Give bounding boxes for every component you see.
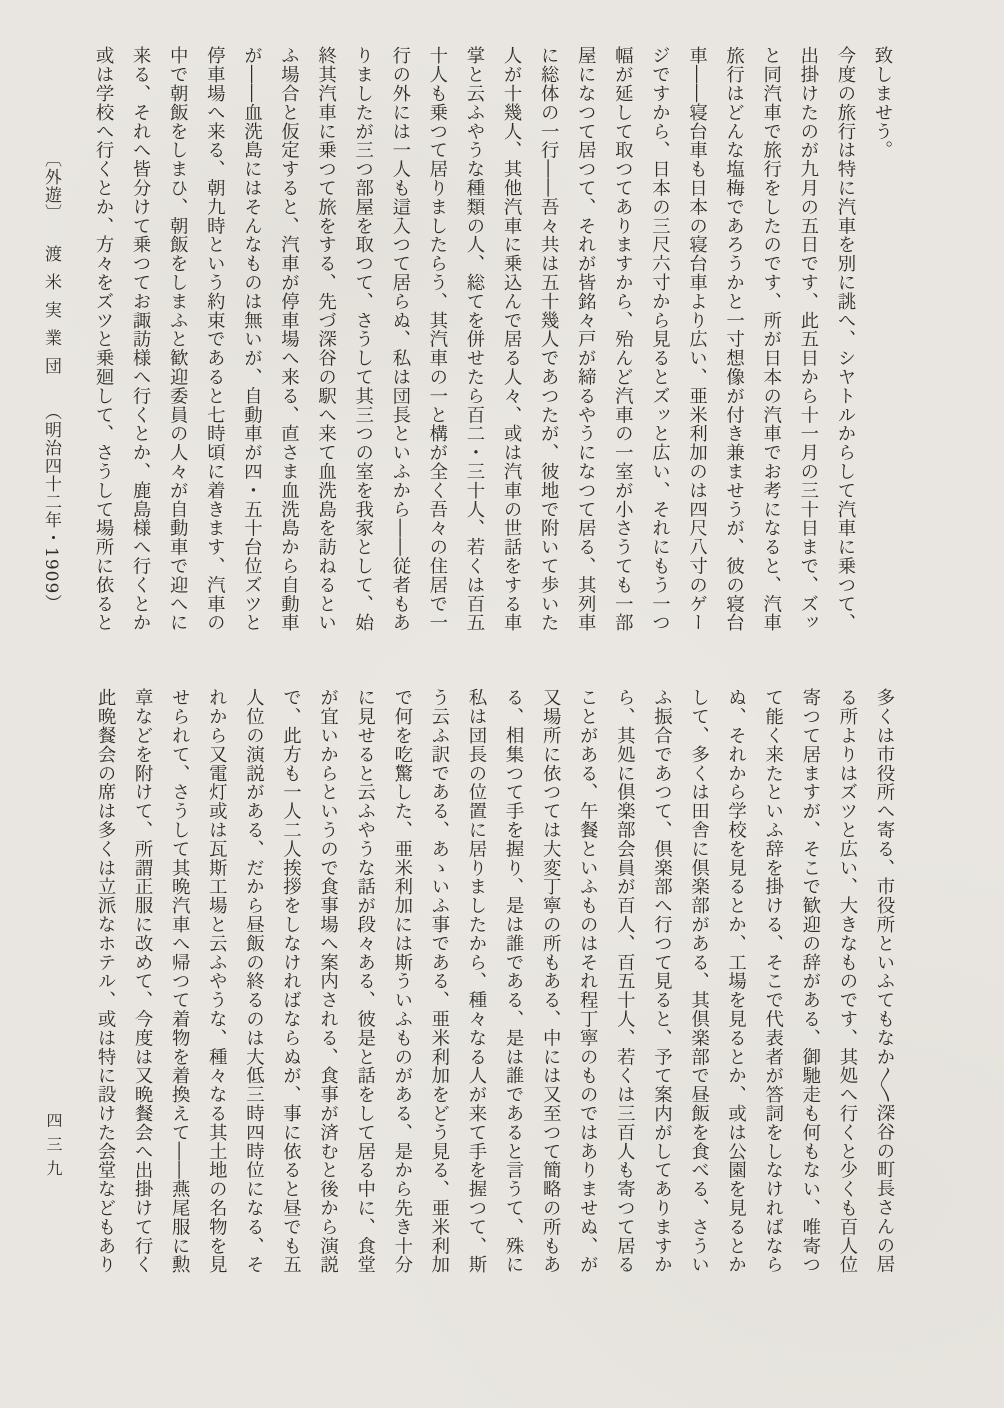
text-column: 停車場へ来る、朝九時という約束であると七時頃に着きます、汽車の (204, 46, 226, 632)
text-column: が宜いからというので食事場へ案内される、食事が済むと後から演説 (317, 688, 339, 1274)
page-number: 四三九 (44, 1112, 63, 1184)
text-column: 出掛けたのが九月の五日です、此五日から十一月の三十日まで、ズッ (797, 46, 819, 632)
text-column: せられて、さうして其晩汽車へ帰つて着物を着換えて――燕尾服に勲 (169, 688, 191, 1274)
text-column: 終其汽車に乗つて旅をする、先づ深谷の駅へ来て血洗島を訪ねるとい (315, 46, 337, 632)
text-column: 又場所に依つては大変丁寧の所もある、中には又至つて簡略の所もあ (540, 688, 562, 1274)
text-block-lower (87, 688, 903, 1288)
text-column: 屋になつて居つて、それが皆銘々戸が締るやうになつて居る、其列車 (575, 46, 597, 632)
text-column: 車――寝台車も日本の寝台車より広い、亜米利加のは四尺八寸のゲー (686, 46, 708, 632)
text-column: 私は団長の位置に居りましたから、種々なる人が来て手を握つて、斯 (465, 688, 487, 1274)
source-work-name: 渡米実業団 (41, 245, 61, 386)
text-column: う云ふ訳である、あゝいふ事である、亜米利加をどう見る、亜米利加 (428, 688, 450, 1274)
text-column: で、此方も一人二人挨拶をしなければならぬが、事に依ると昼でも五 (280, 688, 302, 1274)
text-column: ふ振合であつて、倶楽部へ行つて見ると、予て案内がしてありますか (651, 688, 673, 1274)
text-column: に見せると云ふやうな話が段々ある、彼是と話をして居る中に、食堂 (354, 688, 376, 1274)
text-column: 中で朝飯をしまひ、朝飯をしまふと歓迎委員の人々が自動車で迎へに (167, 46, 189, 632)
text-column: 来る、それへ皆分けて乗つてお諏訪様へ行くとか、鹿島様へ行くとか (130, 46, 152, 632)
source-date-label: （明治四十二年・1909） (41, 402, 61, 613)
text-column: ら、其処に倶楽部会員が百人、百五十人、若くは三百人も寄つて居る (614, 688, 636, 1274)
text-column: 章などを附けて、所謂正服に改めて、今度は又晩餐会へ出掛けて行く (132, 688, 154, 1274)
text-column: が――血洗島にはそんなものは無いが、自動車が四・五十台位ズツと (241, 46, 263, 632)
text-column: 行の外には一人も這入つて居らぬ、私は団長といふから――従者もあ (389, 46, 411, 632)
source-title (36, 150, 66, 612)
text-column: 寄つて居ますが、そこで歓迎の辞がある、御馳走も何もない、唯寄つ (799, 688, 821, 1274)
text-block-upper (85, 46, 901, 646)
text-column: 此晩餐会の席は多くは立派なホテル、或は特に設けた会堂などもあり (95, 688, 117, 1274)
text-column: る、相集つて手を握り、是は誰である、是は誰であると言うて、殊に (503, 688, 525, 1274)
text-column: ふ場合と仮定すると、汽車が停車場へ来る、直さま血洗島から自動車 (278, 46, 300, 632)
text-column: で何を吃驚した、亜米利加には斯ういふものがある、是から先き十分 (391, 688, 413, 1274)
text-column: ぬ、それから学校を見るとか、工場を見るとか、或は公園を見るとか (725, 688, 747, 1274)
text-column: る所よりはズツと広い、大きなものです、其処へ行くと少くも百人位 (836, 688, 858, 1274)
text-column: 人位の演説がある、だから昼飯の終るのは大低三時四時位になる、そ (243, 688, 265, 1274)
text-column: 或は学校へ行くとか、方々をズツと乗廻して、さうして場所に依ると (93, 46, 115, 632)
text-column: して、多くは田舎に倶楽部がある、其倶楽部で昼飯を食べる、さうい (688, 688, 710, 1274)
text-column: れから又電灯或は瓦斯工場と云ふやうな、種々なる其土地の名物を見 (206, 688, 228, 1274)
text-column: 多くは市役所へ寄る、市役所といふてもなか〱深谷の町長さんの居 (874, 688, 895, 1274)
text-column: 人が十幾人、其他汽車に乗込んで居る人々、或は汽車の世話をする車 (501, 46, 523, 632)
text-column: りましたが三つ部屋を取つて、さうして其三つの室を我家として、始 (352, 46, 374, 632)
text-column: ことがある、午餐といふものはそれ程丁寧のものではありませぬ、が (577, 688, 599, 1274)
text-column: 致しませう。 (872, 46, 893, 160)
text-column: 十人も乗つて居りましたらう、其汽車の一と構が全く吾々の住居で一 (426, 46, 448, 632)
source-genre-label: 〔外遊〕 (41, 150, 61, 222)
text-column: 旅行はどんな塩梅であろうかと一寸想像が付き兼ませうが、彼の寝台 (723, 46, 745, 632)
text-column: 幅が延して取つてありますから、殆んど汽車の一室が小さうても一部 (612, 46, 634, 632)
text-column: 今度の旅行は特に汽車を別に誂へ、シヤトルからして汽車に乗つて、 (834, 46, 856, 632)
text-column: て能く来たといふ辞を掛ける、そこで代表者が答詞をしなければなら (762, 688, 784, 1274)
text-column: ジですから、日本の三尺六寸から見るとズッと広い、それにもう一つ (649, 46, 671, 632)
text-column: に総体の一行――吾々共は五十幾人であつたが、彼地で附いて歩いた (538, 46, 560, 632)
text-column: 掌と云ふやうな種類の人、総てを併せたら百二・三十人、若くは百五 (463, 46, 485, 632)
text-column: と同汽車で旅行をしたのです、所が日本の汽車でお考になると、汽車 (760, 46, 782, 632)
